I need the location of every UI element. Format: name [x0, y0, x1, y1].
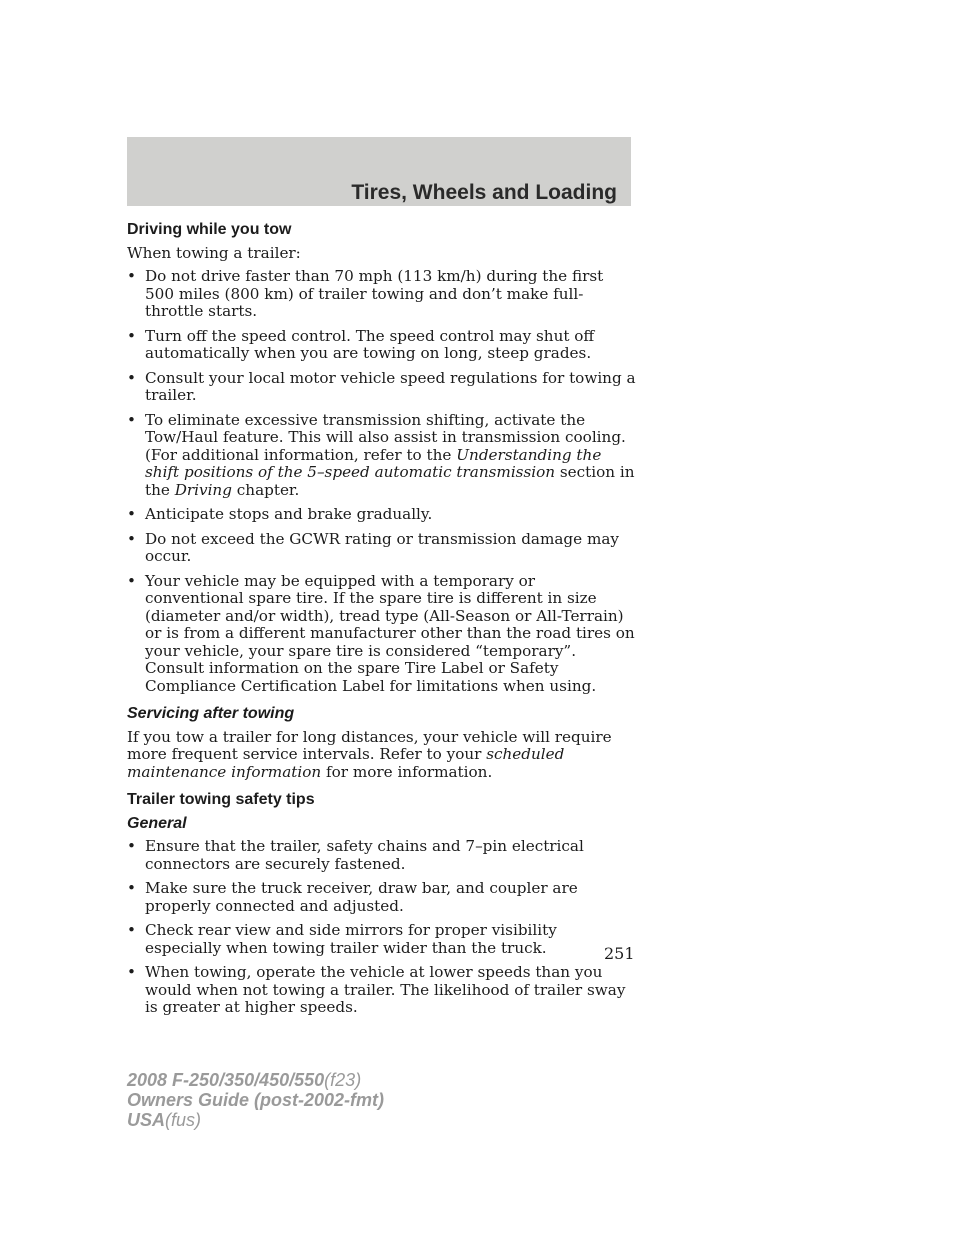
footer-model: 2008 F-250/350/450/550: [127, 1070, 325, 1090]
list-item: [127, 922, 637, 957]
list-item-text: Do not exceed the GCWR rating or transmission damage may occur.: [145, 529, 620, 565]
document-footer: [127, 1070, 384, 1130]
bullet-icon: •: [127, 571, 136, 590]
list-item-text: Anticipate stops and brake gradually.: [145, 505, 433, 523]
section-heading-driving-while-you-tow: Driving while you tow: [127, 221, 292, 238]
bullet-icon: •: [127, 879, 136, 897]
list-item-text: Turn off the speed control. The speed control may shut off automatically when you are towing on long, steep grades.: [145, 326, 595, 362]
bullet-icon: •: [127, 529, 136, 548]
bullet-icon: •: [127, 368, 136, 387]
list-item-text: Do not drive faster than 70 mph (113 km/h) during the first 500 miles (800 km) of trailer towing and don’t make full-throttle starts.: [145, 267, 604, 320]
list-item: [127, 838, 637, 873]
list-item: [127, 880, 637, 915]
footer-market: USA: [127, 1110, 166, 1130]
section-intro: When towing a trailer:: [127, 243, 301, 262]
chapter-title: Tires, Wheels and Loading: [351, 181, 617, 204]
page-number: 251: [604, 944, 635, 963]
list-item: [127, 268, 637, 321]
chapter-header-band: [127, 137, 631, 206]
bullet-icon: •: [127, 267, 136, 285]
list-item: [127, 573, 637, 696]
bullet-icon: •: [127, 921, 136, 939]
section-heading-trailer-towing-safety-tips: Trailer towing safety tips: [127, 791, 315, 808]
page-content: [127, 221, 637, 1024]
bullet-icon: •: [127, 505, 136, 523]
paragraph-text: If you tow a trailer for long distances, your vehicle will require more frequent service intervals. Refer to your: [127, 727, 612, 763]
cross-reference-shift-positions: Understanding the shift positions of the 5–speed automatic transmission: [145, 445, 602, 481]
list-item-text: Ensure that the trailer, safety chains and 7–pin electrical connectors are securely fastened.: [145, 837, 584, 873]
list-item-text: To eliminate excessive transmission shifting, activate the Tow/Haul feature. This will also assist in transmission cooling. (For additional information, refer to the: [145, 410, 626, 464]
list-item-text: section in the: [145, 463, 635, 499]
servicing-paragraph: [127, 729, 637, 782]
list-item-text: Check rear view and side mirrors for proper visibility especially when towing trailer wider than the truck.: [145, 921, 557, 957]
list-item: [127, 412, 637, 500]
list-item-text: Make sure the truck receiver, draw bar, and coupler are properly connected and adjusted.: [145, 879, 578, 915]
bullet-icon: •: [127, 326, 136, 345]
footer-model-line: [127, 1070, 384, 1090]
bullet-icon: •: [127, 837, 136, 855]
bullet-icon: •: [127, 963, 136, 981]
cross-reference-scheduled-maintenance: scheduled maintenance information: [127, 745, 565, 781]
list-item: [127, 370, 637, 405]
section-heading-servicing-after-towing: Servicing after towing: [127, 705, 295, 722]
footer-guide-line: Owners Guide (post-2002-fmt): [127, 1090, 385, 1110]
list-item-text: Consult your local motor vehicle speed regulations for towing a trailer.: [145, 368, 636, 404]
list-item: [127, 506, 637, 524]
list-item-text: chapter.: [231, 480, 300, 499]
subheading-general: General: [127, 814, 187, 832]
list-item: [127, 964, 637, 1017]
bullet-icon: •: [127, 410, 136, 429]
cross-reference-driving-chapter: Driving: [174, 480, 232, 499]
list-item: [127, 328, 637, 363]
list-item-text: When towing, operate the vehicle at lower speeds than you would when not towing a trailer. The likelihood of trailer sway is greater at higher speeds.: [145, 963, 626, 1016]
list-item-text: Your vehicle may be equipped with a temporary or conventional spare tire. If the spare tire is different in size (diameter and/or width), tread type (All-Season or All-Terrain) or is from a different manufacturer other than the road tires on your vehicle, your spare tire is considered “temporary”. Consult information on the spare Tire Label or Safety Compliance Certification Label for limitations when using.: [145, 571, 635, 695]
footer-market-code: (fus): [165, 1110, 202, 1130]
paragraph-text: for more information.: [321, 762, 493, 781]
footer-market-line: [127, 1110, 384, 1130]
footer-model-code: (f23): [324, 1070, 362, 1090]
list-item: [127, 531, 637, 566]
